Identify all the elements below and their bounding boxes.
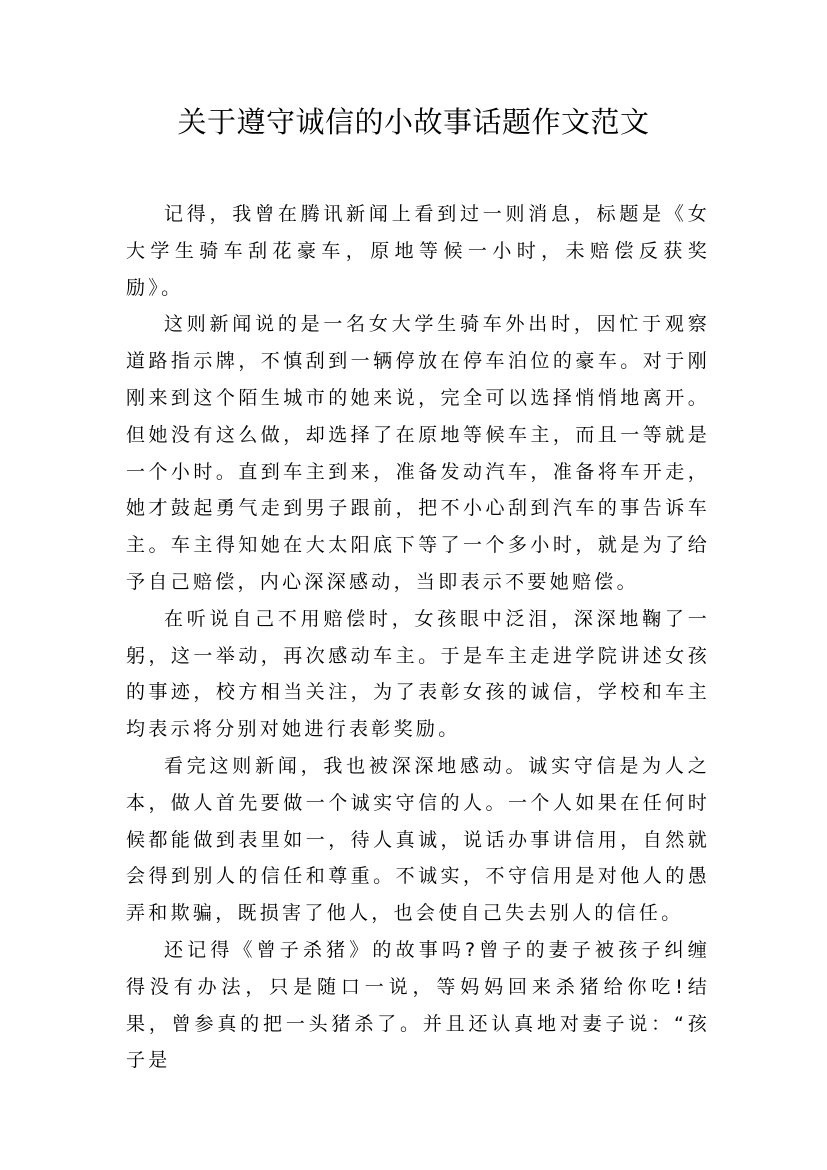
document-title: 关于遵守诚信的小故事话题作文范文 [177,105,650,139]
paragraph-3: 在听说自己不用赔偿时，女孩眼中泛泪，深深地鞠了一躬，这一举动，再次感动车主。于是车主走进学院讲述女孩的事迹，校方相当关注，为了表彰女孩的诚信，学校和车主均表示将分别对她进行表彰奖励。 [126,607,710,741]
paragraph-1: 记得，我曾在腾讯新闻上看到过一则消息，标题是《女大学生骑车刮花豪车，原地等候一小时，未赔偿反获奖励》。 [126,203,710,299]
paragraph-4: 看完这则新闻，我也被深深地感动。诚实守信是为人之本，做人首先要做一个诚实守信的人。一个人如果在任何时候都能做到表里如一，待人真诚，说话办事讲信用，自然就会得到别人的信任和尊重。不诚实，不守信用是对他人的愚弄和欺骗，既损害了他人，也会使自己失去别人的信任。 [126,754,710,925]
document-body [126,196,710,1079]
paragraph-2: 这则新闻说的是一名女大学生骑车外出时，因忙于观察道路指示牌，不慎刮到一辆停放在停车泊位的豪车。对于刚刚来到这个陌生城市的她来说，完全可以选择悄悄地离开。但她没有这么做，却选择了在原地等候车主，而且一等就是一个小时。直到车主到来，准备发动汽车，准备将车开走，她才鼓起勇气走到男子跟前，把不小心刮到汽车的事告诉车主。车主得知她在大太阳底下等了一个多小时，就是为了给予自己赔偿，内心深深感动，当即表示不要她赔偿。 [126,313,710,593]
paragraph-5: 还记得《曾子杀猪》的故事吗?曾子的妻子被孩子纠缠得没有办法，只是随口一说，等妈妈回来杀猪给你吃!结果，曾参真的把一头猪杀了。并且还认真地对妻子说：“孩子是 [126,938,710,1072]
